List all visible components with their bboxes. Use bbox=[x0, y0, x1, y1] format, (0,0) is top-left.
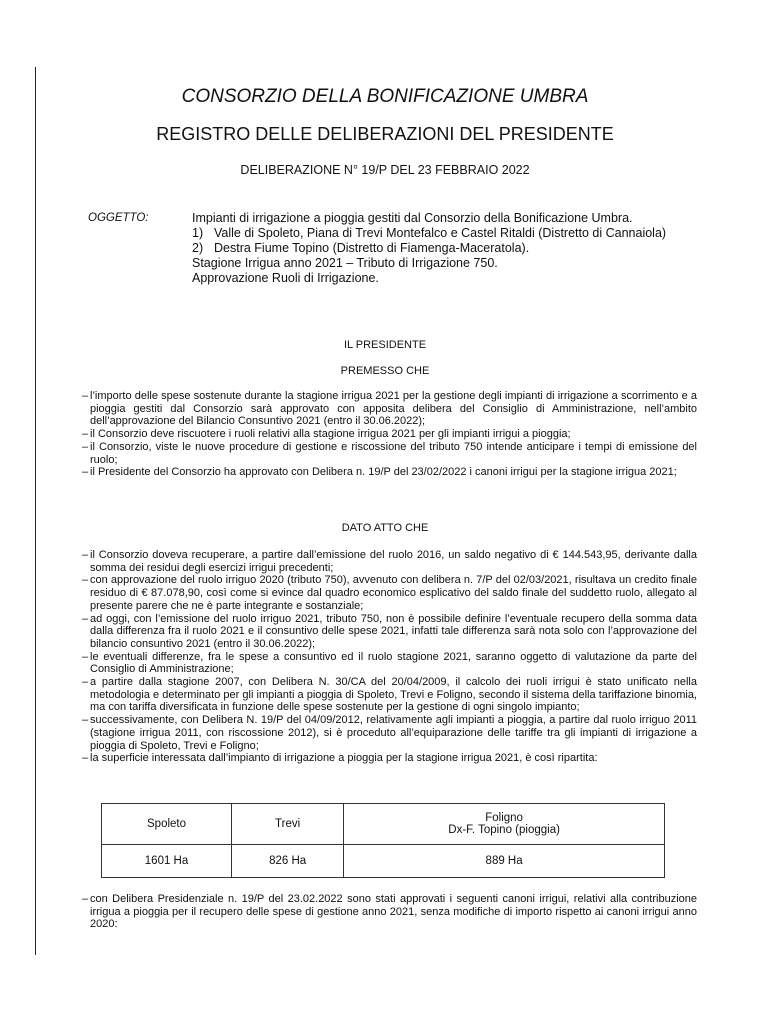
table-cell: 889 Ha bbox=[344, 845, 665, 878]
oggetto-item-text: Destra Fiume Topino (Distretto di Fiamenga-Maceratola). bbox=[214, 241, 530, 255]
list-item: – il Presidente del Consorzio ha approvato con Delibera n. 19/P del 23/02/2022 i canoni irrigui per la stagione irrigua 2021; bbox=[82, 466, 697, 479]
oggetto-block bbox=[192, 211, 697, 286]
table-header-cell: Trevi bbox=[232, 804, 344, 845]
list-item: – l’importo delle spese sostenute durante la stagione irrigua 2021 per la gestione degli impianti di irrigazione a scorrimento e a pioggia gestiti dal Consorzio sarà approvato con apposita delibera del Consiglio di Amministrazione, nell’ambito dell’approvazione del Bilancio Consuntivo 2021 (entro il 30.06.2022); bbox=[82, 390, 697, 428]
list-item: – la superficie interessata dall’impianto di irrigazione a pioggia per la stagione irrigua 2021, è così ripartita: bbox=[82, 752, 697, 765]
premesso-list bbox=[82, 390, 697, 479]
table-header-row bbox=[102, 804, 665, 845]
oggetto-approval: Approvazione Ruoli di Irrigazione. bbox=[192, 271, 379, 285]
oggetto-intro: Impianti di irrigazione a pioggia gestiti dal Consorzio della Bonificazione Umbra. bbox=[192, 211, 633, 225]
list-item: – successivamente, con Delibera N. 19/P del 04/09/2012, relativamente agli impianti a pioggia, a partire dal ruolo irriguo 2011 (stagione irrigua 2011, con riscossione 2012), si è proceduto all’equiparazione delle tariffe tra gli impianti di irrigazione a pioggia di Spoleto, Trevi e Foligno; bbox=[82, 714, 697, 752]
il-presidente-heading: IL PRESIDENTE bbox=[343, 339, 427, 351]
list-item: – con approvazione del ruolo irriguo 2020 (tributo 750), avvenuto con delibera n. 7/P del 02/03/2021, risultava un credito finale residuo di € 87.078,90, così come si evince dal quadro economico esplicativo del saldo finale del suddetto ruolo, allegato al presente parere che ne è parte integrante e sostanziale; bbox=[82, 574, 697, 612]
oggetto-item bbox=[192, 226, 697, 241]
list-item: – il Consorzio doveva recuperare, a partire dall’emissione del ruolo 2016, un saldo negativo di € 144.543,95, derivante dalla somma dei residui degli esercizi irrigui precedenti; bbox=[82, 549, 697, 574]
table-header-cell: Spoleto bbox=[102, 804, 232, 845]
surface-table bbox=[101, 803, 665, 878]
left-margin-rule bbox=[35, 67, 36, 955]
header-line: Dx-F. Topino (pioggia) bbox=[448, 824, 560, 836]
header-line: Foligno bbox=[485, 812, 523, 824]
oggetto-season: Stagione Irrigua anno 2021 – Tributo di Irrigazione 750. bbox=[192, 256, 498, 270]
dato-atto-list bbox=[82, 549, 697, 765]
list-item: – il Consorzio, viste le nuove procedure di gestione e riscossione del tributo 750 intende anticipare i tempi di emissione del ruolo; bbox=[82, 441, 697, 466]
list-item: – il Consorzio deve riscuotere i ruoli relativi alla stagione irrigua 2021 per gli impianti irrigui a pioggia; bbox=[82, 428, 697, 441]
final-list bbox=[82, 893, 697, 931]
list-item: – le eventuali differenze, fra le spese a consuntivo ed il ruolo stagione 2021, saranno oggetto di valutazione da parte del Consiglio di Amministrazione; bbox=[82, 651, 697, 676]
list-item: – ad oggi, con l’emissione del ruolo irriguo 2021, tributo 750, non è possibile definire l’eventuale recupero della somma data dalla differenza fra il ruolo 2021 e il consuntivo delle spese 2021, infatti tale differenza sarà nota solo con l’approvazione del bilancio consuntivo 2021 (entro il 30.06.2022); bbox=[82, 613, 697, 651]
table-header-cell bbox=[344, 804, 665, 845]
oggetto-item bbox=[192, 241, 697, 256]
list-item: – a partire dalla stagione 2007, con Delibera N. 30/CA del 20/04/2009, il calcolo dei ruoli irrigui è stato unificato nella metodologia e determinato per gli impianti a pioggia di Spoleto, Trevi e Foligno, secondo il sistema della tariffazione binomia, ma con tariffa diversificata in funzione delle spese sostenute per la gestione di ogni singolo impianto; bbox=[82, 676, 697, 714]
table-cell: 1601 Ha bbox=[102, 845, 232, 878]
oggetto-item-number: 2) bbox=[192, 241, 204, 255]
organization-title: CONSORZIO DELLA BONIFICAZIONE UMBRA bbox=[181, 86, 589, 107]
register-title: REGISTRO DELLE DELIBERAZIONI DEL PRESIDENTE bbox=[156, 124, 614, 144]
premesso-heading: PREMESSO CHE bbox=[340, 365, 430, 377]
oggetto-label: OGGETTO: bbox=[88, 212, 149, 224]
deliberation-number: DELIBERAZIONE N° 19/P DEL 23 FEBBRAIO 2022 bbox=[240, 163, 530, 177]
table-row bbox=[102, 845, 665, 878]
oggetto-item-text: Valle di Spoleto, Piana di Trevi Montefalco e Castel Ritaldi (Distretto di Cannaiola) bbox=[214, 226, 667, 240]
list-item: – con Delibera Presidenziale n. 19/P del 23.02.2022 sono stati approvati i seguenti canoni irrigui, relativi alla contribuzione irrigua a pioggia per il recupero delle spese di gestione anno 2021, senza modifiche di importo rispetto ai canoni irrigui anno 2020: bbox=[82, 893, 697, 931]
dato-atto-heading: DATO ATTO CHE bbox=[341, 522, 429, 534]
oggetto-item-number: 1) bbox=[192, 226, 204, 240]
table-cell: 826 Ha bbox=[232, 845, 344, 878]
